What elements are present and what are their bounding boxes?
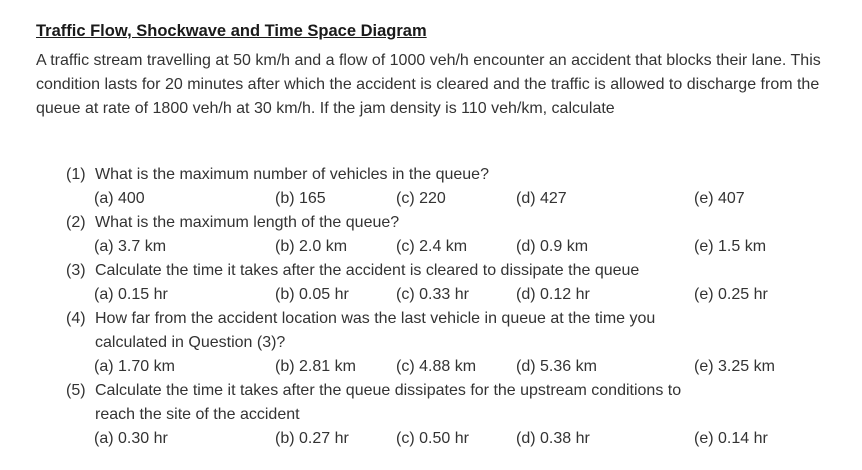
option-b: (b) 0.05 hr [275, 286, 349, 303]
question-text-continued: calculated in Question (3)? [95, 334, 286, 351]
question-number: (4) [66, 310, 86, 327]
problem-statement: A traffic stream travelling at 50 km/h and a flow of 1000 veh/h encounter an accident that blocks their lane. This condition lasts for 20 minutes after which the accident is cleared and the traffic is allowed to discharge from the queue at rate of 1800 veh/h at 30 km/h. If the jam density is 110 veh/km, calculate [36, 52, 821, 117]
question-text: Calculate the time it takes after the queue dissipates for the upstream conditions to [95, 382, 682, 399]
option-e: (e) 3.25 km [694, 358, 775, 375]
question-1 [66, 163, 826, 187]
question-4 [66, 307, 826, 331]
question-text: What is the maximum length of the queue? [95, 214, 400, 231]
option-c: (c) 4.88 km [396, 358, 477, 375]
option-d: (d) 5.36 km [516, 358, 597, 375]
question-4-options [66, 355, 826, 379]
option-a: (a) 400 [94, 190, 145, 207]
option-a: (a) 1.70 km [94, 358, 175, 375]
question-text: Calculate the time it takes after the accident is cleared to dissipate the queue [95, 262, 640, 279]
question-3-options [66, 283, 826, 307]
question-list [66, 163, 826, 451]
question-text: How far from the accident location was the last vehicle in queue at the time you [95, 310, 656, 327]
option-c: (c) 2.4 km [396, 238, 468, 255]
question-text-continued: reach the site of the accident [95, 406, 300, 423]
option-a: (a) 0.15 hr [94, 286, 168, 303]
option-d: (d) 0.9 km [516, 238, 589, 255]
option-e: (e) 407 [694, 190, 745, 207]
question-1-options [66, 187, 826, 211]
option-c: (c) 220 [396, 190, 446, 207]
question-text: What is the maximum number of vehicles in the queue? [95, 166, 489, 183]
option-e: (e) 1.5 km [694, 238, 767, 255]
option-b: (b) 2.81 km [275, 358, 356, 375]
question-5 [66, 379, 826, 403]
question-3 [66, 259, 826, 283]
option-a: (a) 0.30 hr [94, 430, 168, 447]
option-e: (e) 0.25 hr [694, 286, 768, 303]
option-c: (c) 0.33 hr [396, 286, 469, 303]
question-2-options [66, 235, 826, 259]
question-number: (1) [66, 166, 86, 183]
option-b: (b) 2.0 km [275, 238, 348, 255]
option-e: (e) 0.14 hr [694, 430, 768, 447]
option-d: (d) 0.12 hr [516, 286, 590, 303]
option-b: (b) 165 [275, 190, 326, 207]
option-d: (d) 427 [516, 190, 567, 207]
option-b: (b) 0.27 hr [275, 430, 349, 447]
option-c: (c) 0.50 hr [396, 430, 469, 447]
question-2 [66, 211, 826, 235]
option-d: (d) 0.38 hr [516, 430, 590, 447]
question-number: (2) [66, 214, 86, 231]
question-number: (5) [66, 382, 86, 399]
question-number: (3) [66, 262, 86, 279]
page-title: Traffic Flow, Shockwave and Time Space Diagram [36, 22, 427, 40]
question-5-options [66, 427, 826, 451]
option-a: (a) 3.7 km [94, 238, 167, 255]
